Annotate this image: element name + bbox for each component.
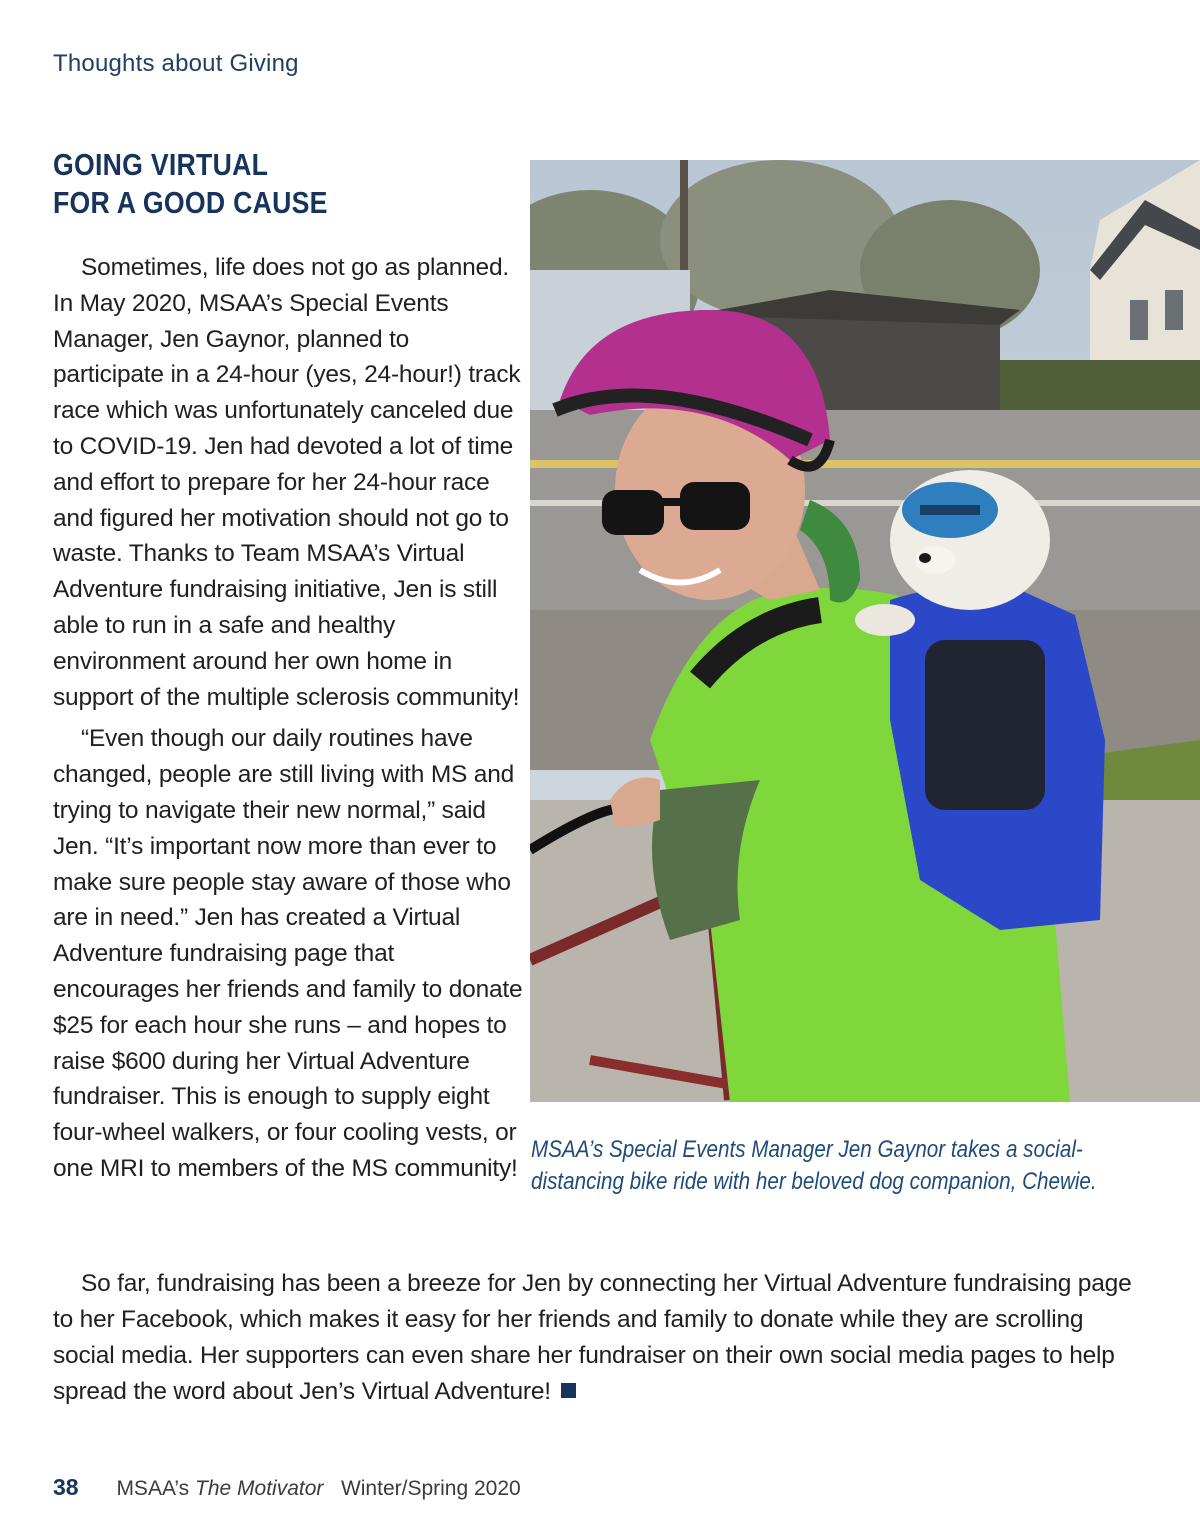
- paragraph-2: “Even though our daily routines have changed, people are still living with MS and trying to navigate their new normal,” said Jen. “It’s important now more than ever to make sure people stay aware of those who are in need.” Jen has created a Virtual Adventure fundraising page that encourages her friends and family to donate $25 for each hour she runs – and hopes to raise $600 during her Virtual Adventure fundraiser. This is enough to supply eight four-wheel walkers, or four cooling vests, or one MRI to members of the MS community!: [53, 725, 523, 1182]
- photo-caption: MSAA’s Special Events Manager Jen Gaynor takes a social-distancing bike ride with her beloved dog companion, Chewie.: [531, 1136, 1097, 1195]
- article-photo: [530, 160, 1200, 1102]
- article-title-line-2: FOR A GOOD CAUSE: [53, 185, 328, 220]
- paragraph-3: [53, 1266, 1143, 1410]
- paragraph-1: Sometimes, life does not go as planned. In May 2020, MSAA’s Special Events Manager, Jen Gaynor, planned to participate in a 24-hour (yes, 24-hour!) track race which was unfortunately canceled due to COVID-19. Jen had devoted a lot of time and effort to prepare for her 24-hour race and figured her motivation should not go to waste. Thanks to Team MSAA’s Virtual Adventure fundraising initiative, Jen is still able to run in a safe and healthy environment around her own home in support of the multiple sclerosis community!: [53, 254, 521, 711]
- cyclist-with-dog-photo: [530, 160, 1200, 1102]
- footer-publisher: MSAA’s: [116, 1477, 190, 1500]
- footer-magazine-title: The Motivator: [195, 1477, 324, 1500]
- end-of-article-mark: [561, 1383, 576, 1398]
- footer-issue: Winter/Spring 2020: [340, 1477, 521, 1500]
- article-body-column: [53, 250, 523, 1187]
- section-label: Thoughts about Giving: [53, 50, 299, 77]
- article-title: [53, 146, 328, 222]
- page-number: 38: [53, 1474, 79, 1500]
- article-body-bottom: [53, 1266, 1143, 1410]
- paragraph-3-text: So far, fundraising has been a breeze for Jen by connecting her Virtual Adventure fundraising page to her Facebook, which makes it easy for her friends and family to donate while they are scrolling social media. Her supporters can even share her fundraiser on their own social media pages to help spread the word about Jen’s Virtual Adventure!: [53, 1270, 1132, 1405]
- article-title-line-1: GOING VIRTUAL: [53, 147, 269, 182]
- page-footer: [53, 1474, 521, 1501]
